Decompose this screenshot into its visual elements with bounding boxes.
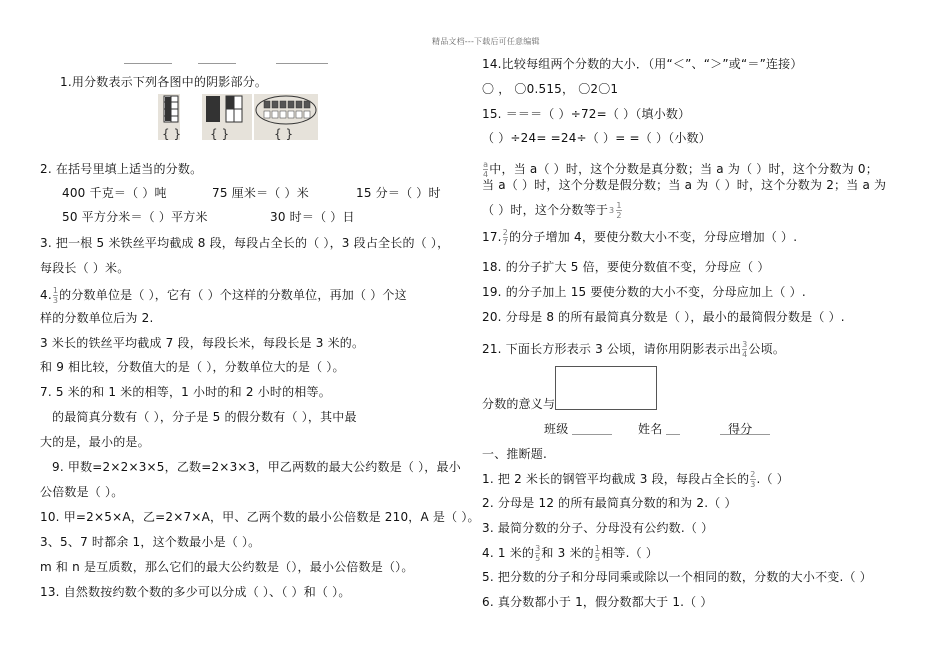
question-16-cont: 当 a（ ）时，这个分数是假分数；当 a 为（ ）时，这个分数为 2；当 a 为 [482,178,887,192]
q16-end-text: （ ）时，这个分数等于 [482,203,609,217]
mixed-number: 3 [609,206,615,215]
question-8-cont: 大的是，最小的是。 [40,435,150,449]
judgement-6: 6. 真分数都小于 1，假分数都大于 1.（ ） [482,595,713,609]
question-3-cont: 每段长（ ）米。 [40,261,130,275]
score-label: 得分 [728,422,753,436]
shading-rectangle[interactable] [555,366,657,410]
class-label: 班级 [544,422,569,436]
blank-line [124,62,172,64]
question-8: 的最简真分数有（ ），分子是 5 的假分数有（ ），其中最 [52,410,357,424]
svg-text:{ }: { } [210,127,230,141]
fraction: $\frac{2}{3}$ [750,470,756,489]
judgement-3: 3. 最简分数的分子、分母没有公约数.（ ） [482,521,714,535]
question-20: 20. 分母是 8 的所有最简真分数是（ ），最小的最简假分数是（ ）. [482,310,845,324]
q17-text: 的分子增加 4，要使分数大小不变，分母应增加（ ）. [508,230,798,244]
fraction: $\frac{1}{3}$ [52,286,59,305]
judgement-heading: 一、推断题. [482,447,548,461]
q2-item-2: 75 厘米＝（ ）米 [212,186,309,200]
fraction: $\frac{a}{4}$ [483,160,489,179]
fraction-pictures [158,92,318,142]
q21-unit: 公顷。 [748,342,786,356]
name-field[interactable] [666,433,680,435]
score-field[interactable] [720,433,770,435]
question-4 [40,286,407,305]
q2-item-1: 400 千克＝（ ）吨 [62,186,167,200]
j1-text: 1. 把 2 米长的钢管平均截成 3 段，每段占全长的 [482,472,750,486]
judgement-1 [482,470,789,489]
question-9: 9. 甲数=2×2×3×5，乙数=2×3×3，甲乙两数的最大公约数是（ ），最小 [52,460,461,474]
blank-line [276,62,328,64]
question-11: 3、5、7 时都余 1，这个数最小是（ ）。 [40,535,261,549]
fraction: $\frac{3}{5}$ [535,544,541,563]
question-19: 19. 的分子加上 15 要使分数的大小不变，分母应加上（ ）. [482,285,806,299]
svg-text:{ }: { } [162,127,182,141]
question-5: 3 米长的铁丝平均截成 7 段，每段长米，每段长是 3 米的。 [40,336,365,350]
q4-number: 4. [40,288,52,302]
question-12: m 和 n 是互质数，那么它们的最大公约数是（），最小公倍数是（）。 [40,560,414,574]
question-13: 13. 自然数按约数个数的多少可以分成（ ）、（ ）和（ ）。 [40,585,351,599]
question-14-items: 〇 ， 〇0.515， 〇2〇1 [482,82,619,96]
question-10: 10. 甲=2×5×A，乙=2×7×A，甲、乙两个数的最小公倍数是 210，A 是（ ）。 [40,510,480,524]
section-title: 分数的意义与 [482,397,556,411]
q17-number: 17. [482,230,502,244]
question-9-cont: 公倍数是（ ）。 [40,485,124,499]
fraction: $\frac{1}{2}$ [616,201,622,220]
blank-line [198,62,236,64]
class-field[interactable] [572,433,612,435]
question-7: 7. 5 米的和 1 米的相等，1 小时的和 2 小时的相等。 [40,385,331,399]
question-15-cont: （ ）÷24= =24÷（ ）= =（ ）（小数） [482,131,711,145]
question-6: 和 9 相比较，分数值大的是（ ），分数单位大的是（ ）。 [40,360,345,374]
question-18: 18. 的分子扩大 5 倍，要使分数值不变，分母应（ ） [482,260,770,274]
page-header: 精品文档---下载后可任意编辑 [432,37,540,46]
fraction: $\frac{3}{4}$ [742,340,748,359]
question-15: 15. ＝＝＝（ ）÷72=（ ）（填小数） [482,107,691,121]
q2-item-3: 15 分＝（ ）时 [356,186,441,200]
question-17 [482,228,797,247]
question-1: 1.用分数表示下列各图中的阴影部分。 [60,75,268,89]
q2-item-4: 50 平方分米＝（ ）平方米 [62,210,208,224]
question-16-end [482,201,623,220]
fraction: $\frac{2}{7}$ [502,228,508,247]
q2-item-5: 30 时＝（ ）日 [270,210,355,224]
question-21 [482,340,785,359]
fraction: $\frac{1}{5}$ [594,544,601,563]
judgement-4 [482,544,658,563]
q16-text: 中，当 a（ ）时，这个分数是真分数；当 a 为（ ）时，这个分数为 0； [489,162,878,176]
q4-text: 的分数单位是（ ），它有（ ）个这样的分数单位，再加（ ）个这 [59,288,407,302]
q21-text: 21. 下面长方形表示 3 公顷，请你用阴影表示出 [482,342,742,356]
judgement-2: 2. 分母是 12 的所有最简真分数的和为 2.（ ） [482,496,737,510]
j4-text-a: 4. 1 米的 [482,546,535,560]
question-3: 3. 把一根 5 米铁丝平均截成 8 段，每段占全长的（ ），3 段占全长的（ ）， [40,236,450,250]
j1-end: .（ ） [756,472,789,486]
question-4-cont: 样的分数单位后为 2. [40,311,154,325]
question-14: 14.比较每组两个分数的大小．（用“＜”、“＞”或“＝”连接） [482,57,803,71]
j4-text-c: 相等.（ ） [601,546,659,560]
question-2: 2. 在括号里填上适当的分数。 [40,162,203,176]
j4-text-b: 和 3 米的 [541,546,594,560]
svg-text:{ }: { } [274,127,294,141]
judgement-5: 5. 把分数的分子和分母同乘或除以一个相同的数，分数的大小不变.（ ） [482,570,872,584]
name-label: 姓名 [638,422,663,436]
